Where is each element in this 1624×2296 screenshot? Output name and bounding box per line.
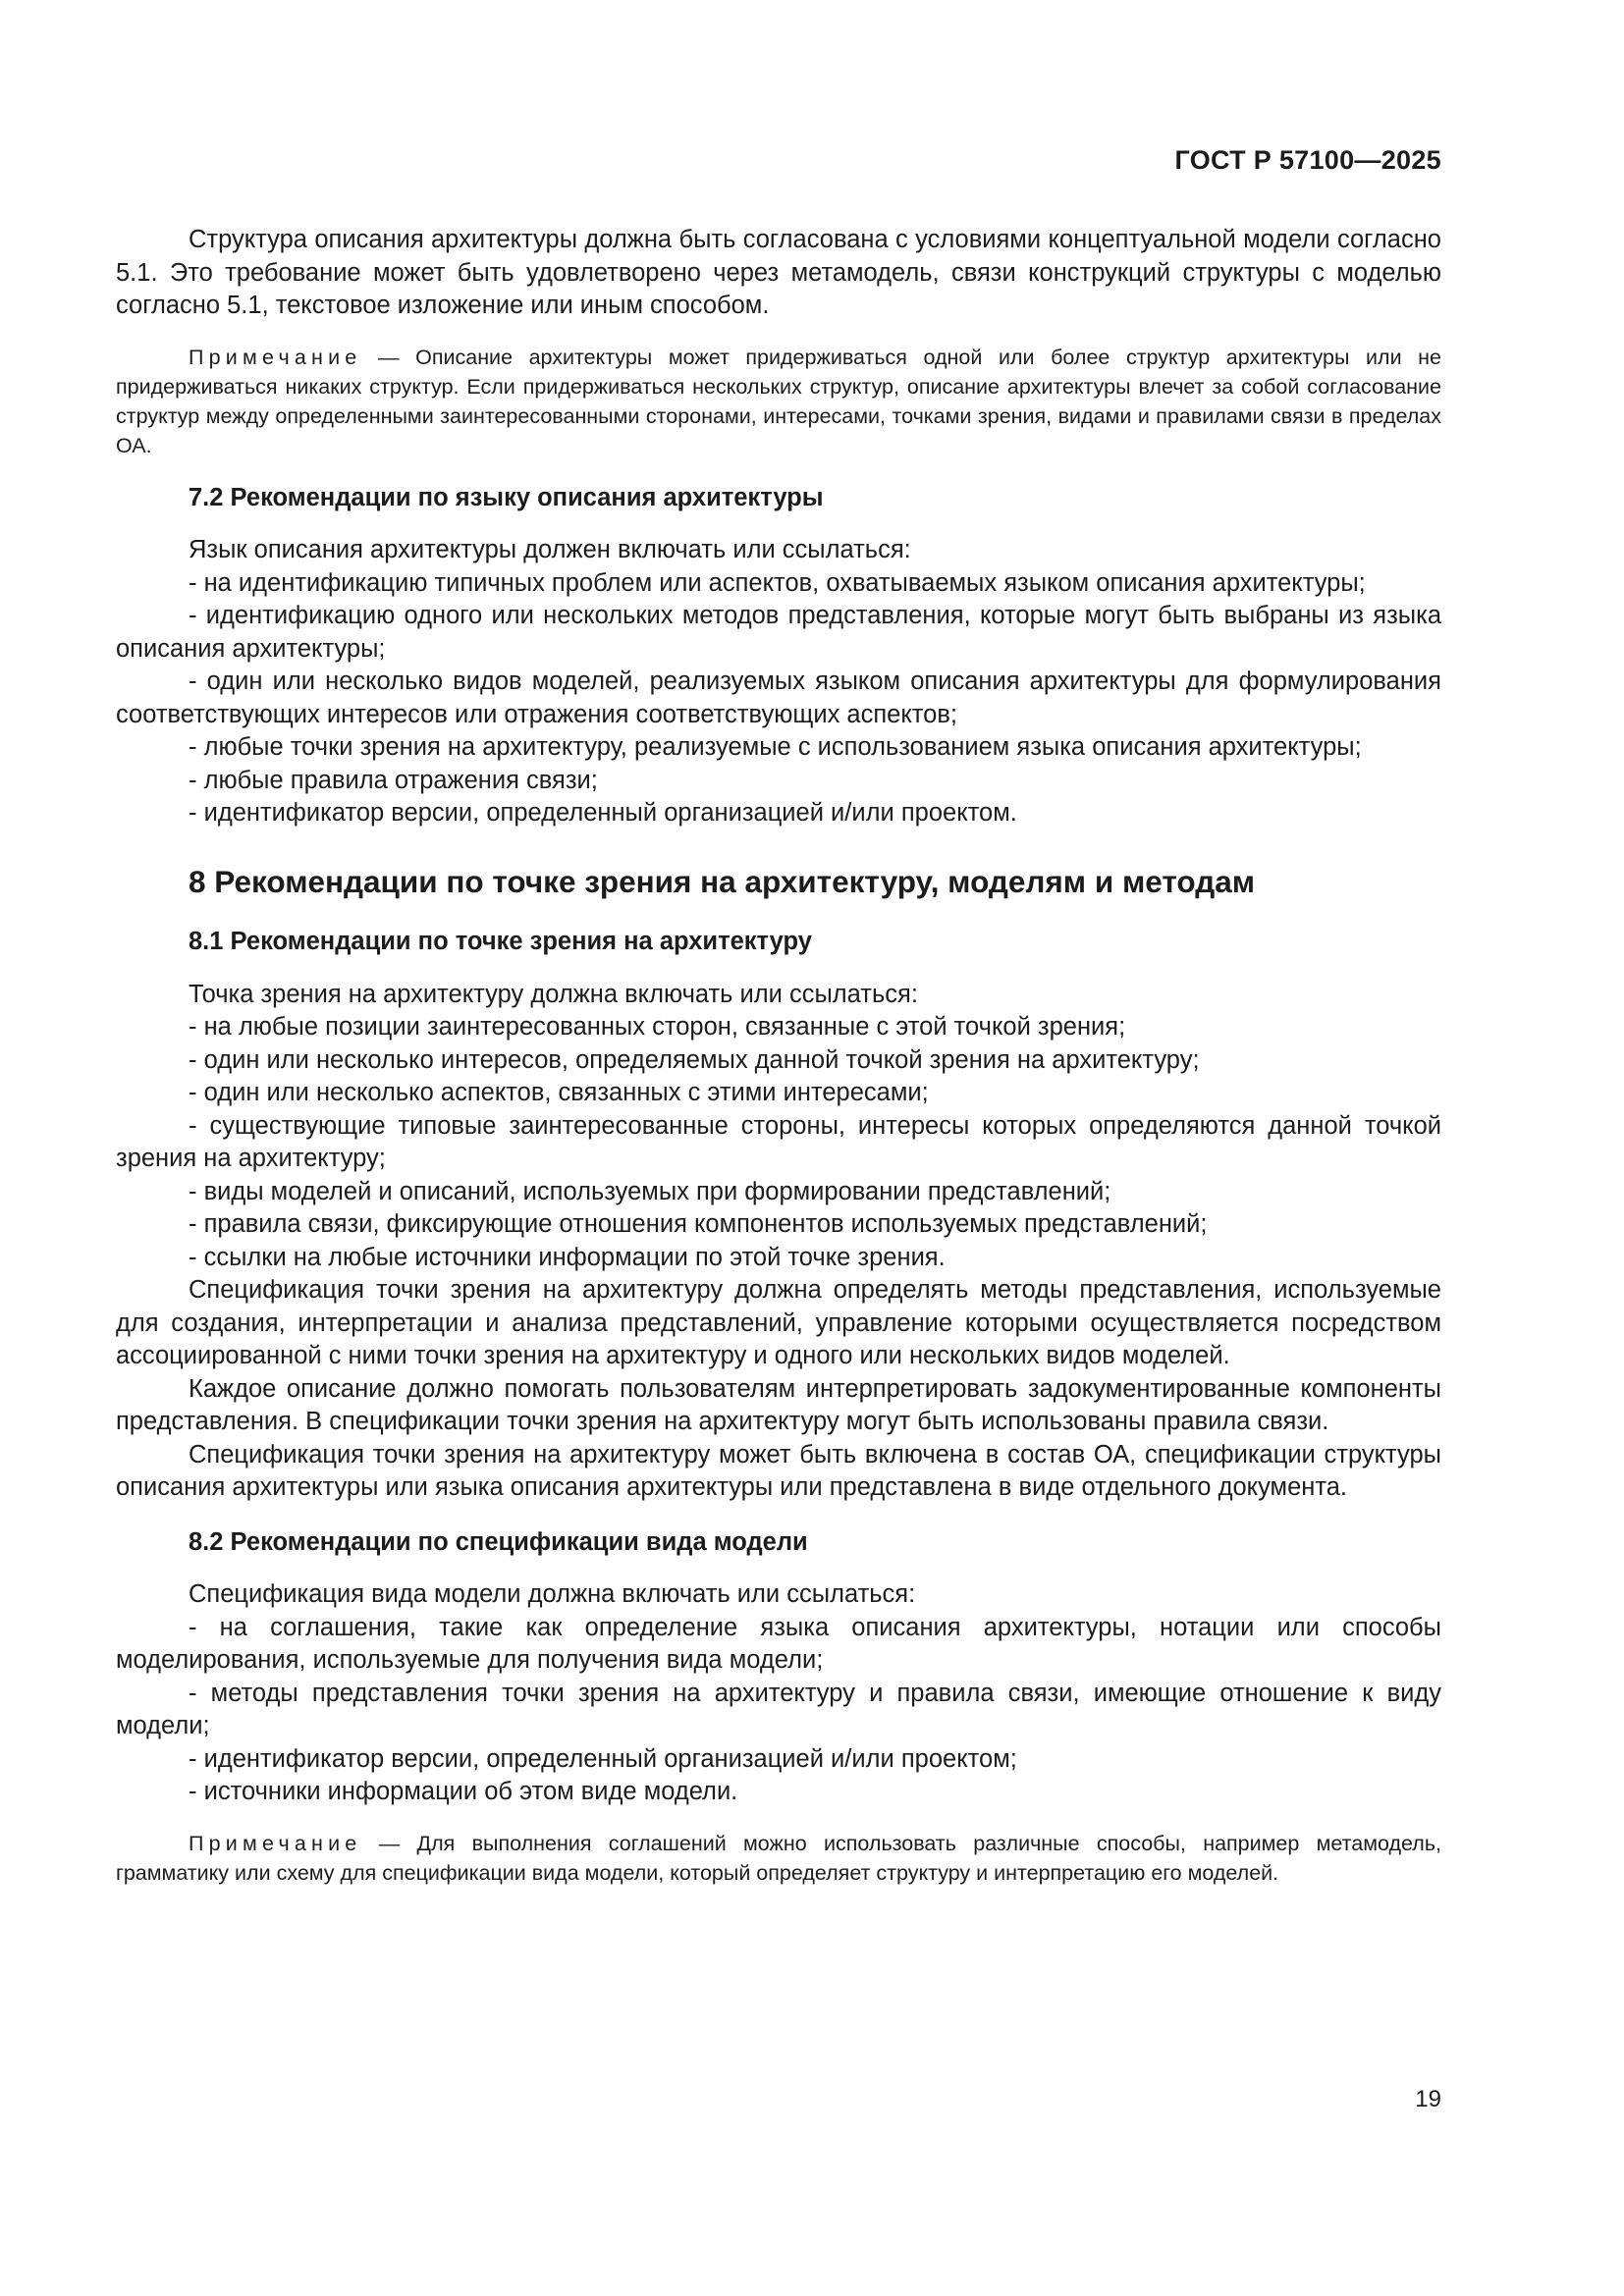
list-item: - на любые позиции заинтересованных сторон, связанные с этой точкой зрения; xyxy=(189,1013,1126,1041)
list-item: - один или несколько аспектов, связанных с этими интересами; xyxy=(189,1079,929,1106)
list-item: - любые точки зрения на архитектуру, реализуемые с использованием языка описания архитектуры; xyxy=(189,733,1362,761)
paragraph: Точка зрения на архитектуру должна включать или ссылаться: xyxy=(189,980,918,1008)
list-item: - ссылки на любые источники информации по этой точке зрения. xyxy=(189,1243,946,1271)
section-heading-7-2: 7.2 Рекомендации по языку описания архитектуры xyxy=(189,483,824,511)
list-item: - идентификатор версии, определенный организацией и/или проектом. xyxy=(189,799,1017,827)
paragraph: Спецификация точки зрения на архитектуру может быть включена в состав ОА, спецификации структуры описания архитектуры или языка описания архитектуры или представлена в виде отдельного документа. xyxy=(116,1440,1441,1501)
section-heading-8-1: 8.1 Рекомендации по точке зрения на архитектуру xyxy=(189,928,812,955)
note-text: — Описание архитектуры может придерживаться одной или более структур архитектуры или не придерживаться никаких структур. Если придерживаться нескольких структур, описание архитектуры влечет за собой согласование структур между определенными заинтересованными сторонами, интересами, точками зрения, видами и правилами связи в пределах ОА. xyxy=(116,345,1441,457)
document-body xyxy=(116,224,1441,1909)
paragraph: Структура описания архитектуры должна быть согласована с условиями концептуальной модели согласно 5.1. Это требование может быть удовлетворено через метамодель, связи конструкций структуры с моделью согласно 5.1, текстовое изложение или иным способом. xyxy=(116,226,1441,319)
note xyxy=(116,1829,1441,1888)
list-item: - любые правила отражения связи; xyxy=(189,766,598,794)
note-label: Примечание xyxy=(189,345,362,369)
note-label: Примечание xyxy=(189,1831,362,1855)
list-item: - один или несколько видов моделей, реализуемых языком описания архитектуры для формулирования соответствующих интересов или отражения соответствующих аспектов; xyxy=(116,667,1441,728)
note-text: — Для выполнения соглашений можно использовать различные способы, например метамодель, грамматику или схему для спецификации вида модели, который определяет структуру и интерпретацию его моделей. xyxy=(116,1831,1441,1885)
list-item: - один или несколько интересов, определяемых данной точкой зрения на архитектуру; xyxy=(189,1045,1200,1074)
page-number: 19 xyxy=(1415,2086,1441,2112)
paragraph: Спецификация точки зрения на архитектуру должна определять методы представления, используемые для создания, интерпретации и анализа представлений, управление которыми осуществляется посредством ассоциированной с ними точки зрения на архитектуру и одного или нескольких видов моделей. xyxy=(116,1276,1441,1369)
list-item: - идентификацию одного или нескольких методов представления, которые могут быть выбраны из языка описания архитектуры; xyxy=(116,602,1441,663)
list-item: - идентификатор версии, определенный организацией и/или проектом; xyxy=(189,1744,1017,1773)
list-item: - на идентификацию типичных проблем или аспектов, охватываемых языком описания архитектуры; xyxy=(189,568,1366,597)
section-heading-8-2: 8.2 Рекомендации по спецификации вида модели xyxy=(189,1527,808,1556)
list-item: - виды моделей и описаний, используемых при формировании представлений; xyxy=(189,1177,1111,1205)
standard-header: ГОСТ Р 57100—2025 xyxy=(1174,145,1441,175)
list-item: - на соглашения, такие как определение языка описания архитектуры, нотации или способы моделирования, используемые для получения вида модели; xyxy=(116,1613,1441,1674)
chapter-heading-8: 8 Рекомендации по точке зрения на архитектуру, моделям и методам xyxy=(189,863,1256,899)
note xyxy=(116,343,1441,460)
list-item: - правила связи, фиксирующие отношения компонентов используемых представлений; xyxy=(189,1210,1208,1238)
list-item: - источники информации об этом виде модели. xyxy=(189,1778,738,1805)
list-item: - методы представления точки зрения на архитектуру и правила связи, имеющие отношение к виду модели; xyxy=(116,1679,1441,1739)
list-item: - существующие типовые заинтересованные стороны, интересы которых определяются данной точкой зрения на архитектуру; xyxy=(116,1111,1441,1172)
paragraph: Язык описания архитектуры должен включать или ссылаться: xyxy=(189,536,911,563)
paragraph: Каждое описание должно помогать пользователям интерпретировать задокументированные компоненты представления. В спецификации точки зрения на архитектуру могут быть использованы правила связи. xyxy=(116,1374,1441,1435)
paragraph: Спецификация вида модели должна включать или ссылаться: xyxy=(189,1580,916,1608)
